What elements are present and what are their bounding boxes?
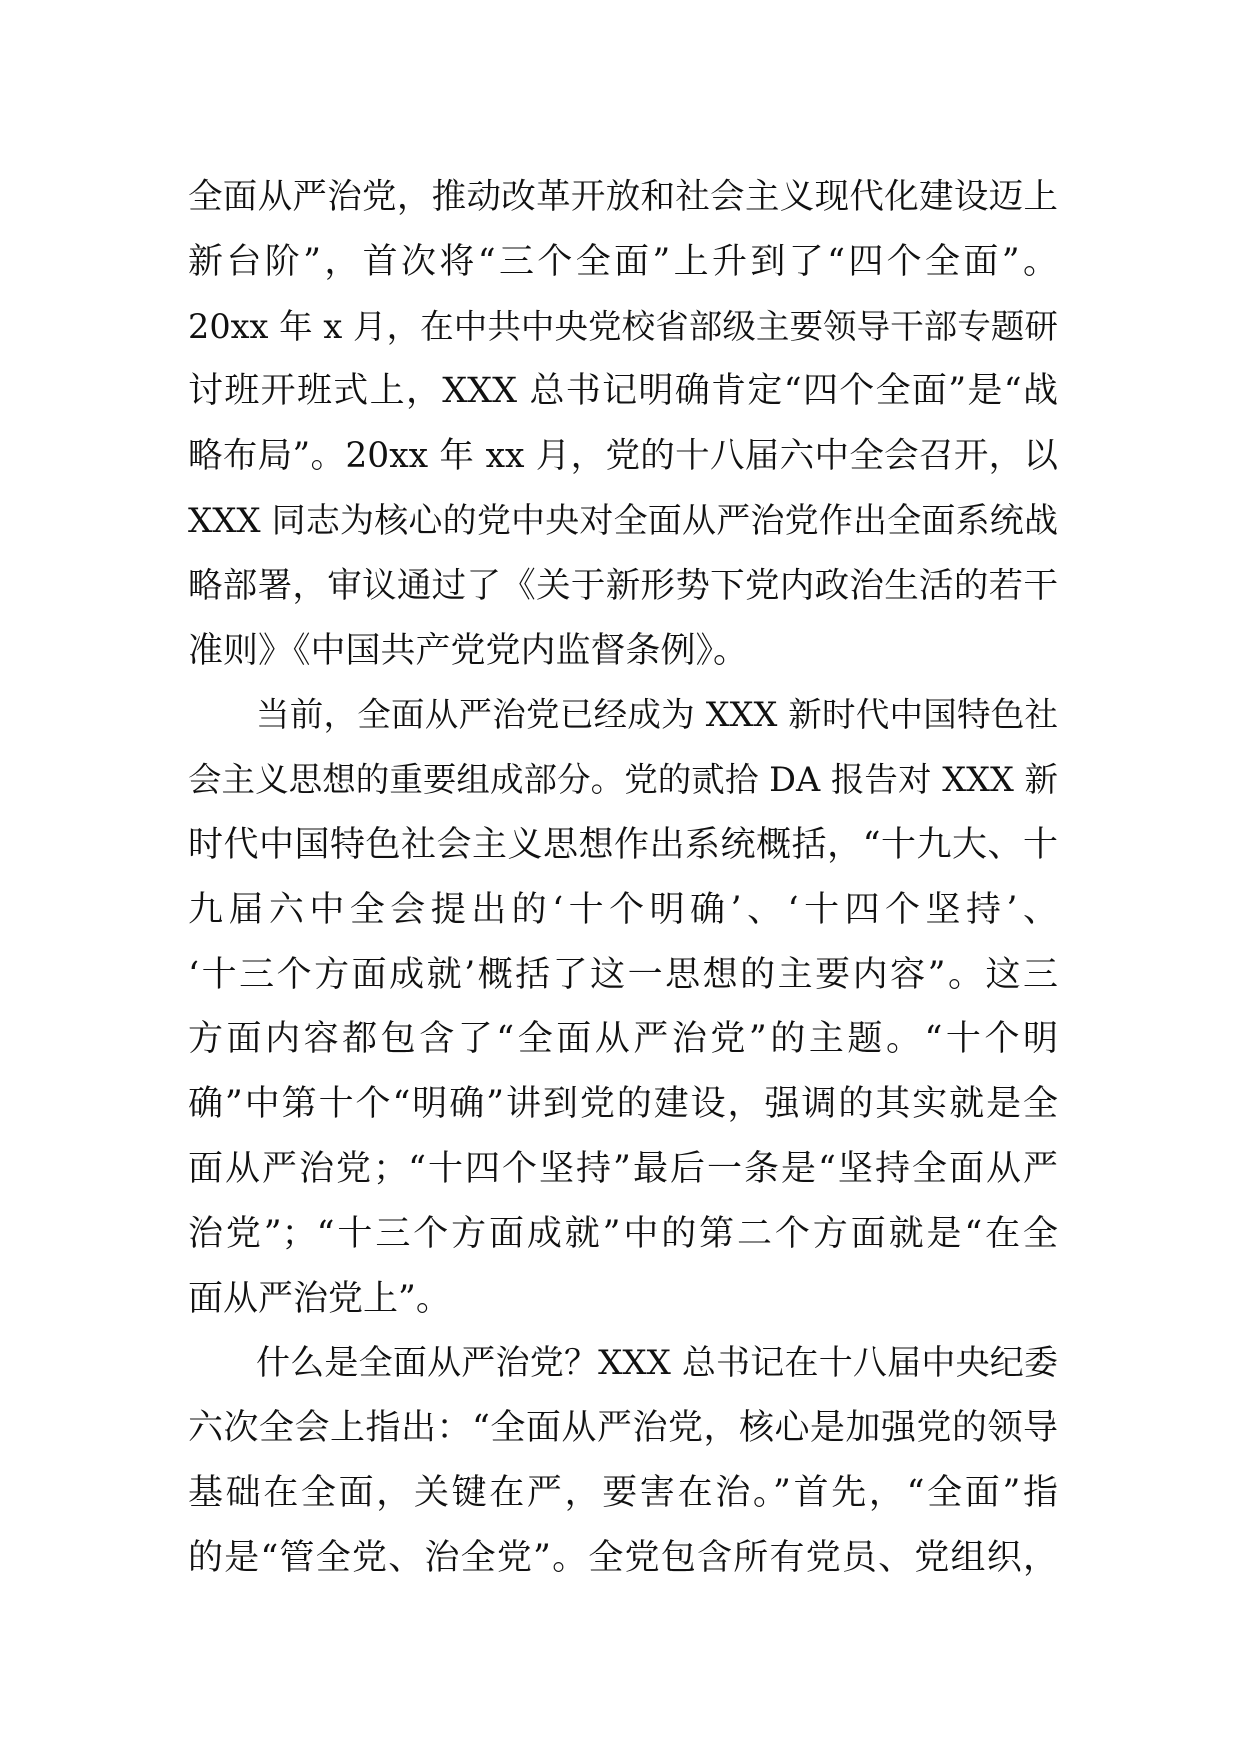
paragraph-first-line: 什么是全面从严治党？XXX 总书记在十八届中央纪委 [256,1343,1058,1384]
body-text [188,165,1058,1591]
text-line: 略布局”。20xx 年 xx 月，党的十八届六中全会召开，以 [188,436,1058,477]
text-line: 面从严治党；“十四个坚持”最后一条是“坚持全面从严 [188,1148,1058,1189]
text-line: 会主义思想的重要组成部分。党的贰拾 DA 报告对 XXX 新 [188,760,1058,800]
text-line: 基础在全面，关键在严，要害在治。”首先，“全面”指 [188,1472,1058,1513]
text-line: 面从严治党上”。 [188,1278,451,1319]
paragraph-first-line: 当前，全面从严治党已经成为 XXX 新时代中国特色社 [256,695,1058,735]
text-line: 方面内容都包含了“全面从严治党”的主题。“十个明 [188,1019,1058,1060]
text-line: 略部署，审议通过了《关于新形势下党内政治生活的若干 [188,565,1058,606]
text-line: 讨班开班式上，XXX 总书记明确肯定“四个全面”是“战 [188,371,1058,412]
text-line: 确”中第十个“明确”讲到党的建设，强调的其实就是全 [188,1084,1058,1125]
text-line: 新台阶”，首次将“三个全面”上升到了“四个全面”。 [188,241,1058,282]
text-line: 全面从严治党，推动改革开放和社会主义现代化建设迈上 [188,177,1058,217]
text-line: ‘十三个方面成就’概括了这一思想的主要内容”。这三 [188,954,1058,995]
text-line: 时代中国特色社会主义思想作出系统概括，“十九大、十 [188,824,1058,865]
text-line: XXX 同志为核心的党中央对全面从严治党作出全面系统战 [188,500,1058,541]
text-line: 准则》《中国共产党党内监督条例》。 [188,630,749,671]
text-line: 治党”；“十三个方面成就”中的第二个方面就是“在全 [188,1213,1058,1254]
text-line: 九届六中全会提出的‘十个明确’、‘十四个坚持’、 [188,889,1058,930]
text-line: 20xx 年 x 月，在中共中央党校省部级主要领导干部专题研 [188,306,1058,346]
text-line: 六次全会上指出：“全面从严治党，核心是加强党的领导 [188,1408,1058,1449]
text-line: 的是“管全党、治全党”。全党包含所有党员、党组织， [188,1537,1058,1578]
